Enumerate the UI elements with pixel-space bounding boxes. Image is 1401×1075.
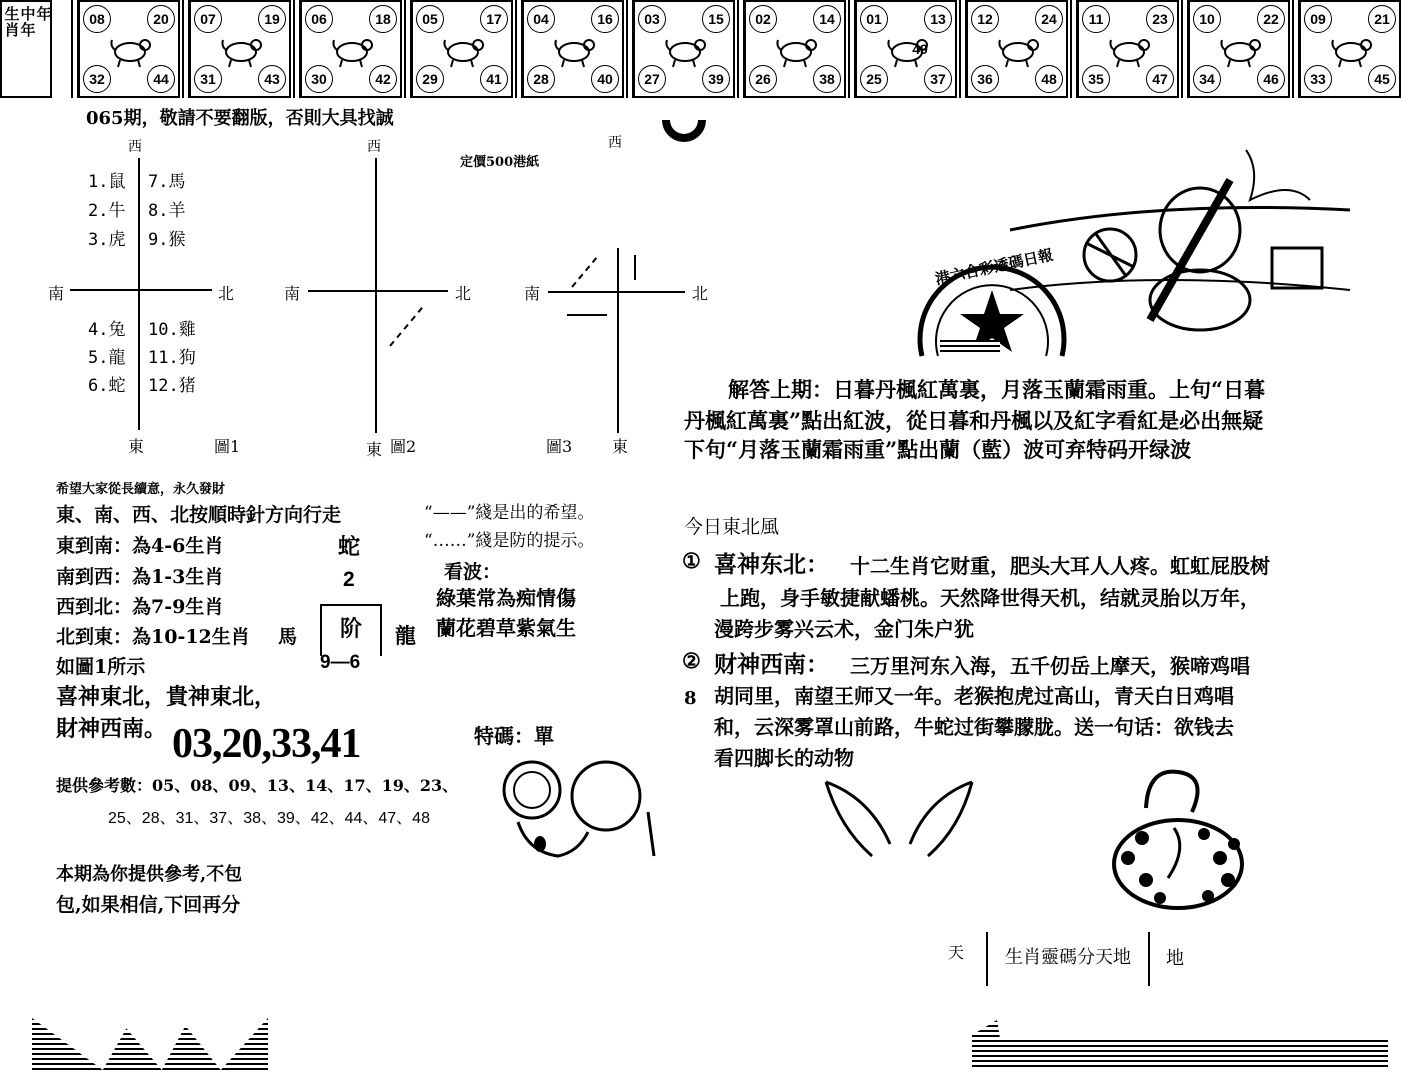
list-item: 9.猴 bbox=[148, 230, 186, 250]
list-item: 11.狗 bbox=[148, 348, 196, 368]
fig1-list-bottom-left bbox=[88, 316, 125, 400]
rooster-icon bbox=[1107, 32, 1153, 68]
fig3-vertical-line bbox=[617, 248, 619, 433]
zodiac-number: 27 bbox=[638, 65, 666, 93]
fig1-vertical-line bbox=[138, 158, 140, 430]
zodiac-number: 13 bbox=[924, 5, 952, 33]
list-item: 1.鼠 bbox=[88, 172, 126, 192]
cartoon-character-icon bbox=[1010, 140, 1370, 340]
zodiac-number: 17 bbox=[480, 5, 508, 33]
answer-line-3: 下句“月落玉蘭霜雨重”點出蘭（藍）波可弃特码开绿波 bbox=[684, 437, 1192, 462]
today-wind: 今日東北風 bbox=[684, 516, 780, 538]
zodiac-cell bbox=[78, 0, 180, 98]
decorative-stripes-right-b bbox=[972, 1040, 1388, 1070]
zodiac-cell bbox=[522, 0, 624, 98]
dragon-text: 龍 bbox=[395, 623, 416, 648]
fig2-west: 西 bbox=[367, 139, 381, 155]
zodiac-number: 37 bbox=[924, 65, 952, 93]
dragon-icon bbox=[552, 32, 598, 68]
header-label-box bbox=[0, 0, 52, 98]
zodiac-number: 47 bbox=[1146, 65, 1174, 93]
monkey-icon bbox=[996, 32, 1042, 68]
answer-line-2: 丹楓紅萬裏”點出紅波，從日暮和丹楓以及紅字看紅是必出無疑 bbox=[684, 408, 1264, 433]
zodiac-number: 02 bbox=[749, 5, 777, 33]
fig2-south: 南 bbox=[284, 284, 301, 303]
zodiac-number: 32 bbox=[83, 65, 111, 93]
item1-line-1: 十二生肖它财重，肥头大耳人人疼。虹虹屁股树 bbox=[850, 554, 1270, 578]
zodiac-number: 05 bbox=[416, 5, 444, 33]
rabbit-icon bbox=[441, 32, 487, 68]
reference-numbers-2: 25、28、31、37、38、39、42、44、47、48 bbox=[108, 810, 430, 827]
list-item: 7.馬 bbox=[148, 172, 186, 192]
zodiac-number: 30 bbox=[305, 65, 333, 93]
fig3-dashed-line bbox=[571, 257, 597, 287]
step-box bbox=[320, 604, 382, 656]
zodiac-number: 21 bbox=[1368, 5, 1396, 33]
solid-line-legend: “——”綫是出的希望。 bbox=[424, 503, 595, 523]
fig1-east: 東 bbox=[128, 437, 145, 456]
list-item: 12.猪 bbox=[148, 376, 196, 396]
zodiac-number: 38 bbox=[813, 65, 841, 93]
zodiac-number: 48 bbox=[1035, 65, 1063, 93]
zodiac-cell bbox=[855, 0, 957, 98]
fig1-west: 西 bbox=[128, 139, 142, 155]
number-two: 2 bbox=[343, 568, 355, 591]
fig3-west: 西 bbox=[608, 135, 622, 151]
item1-line-3: 漫跨步雾兴云术，金门朱户犹 bbox=[714, 617, 974, 641]
pig-icon bbox=[1329, 32, 1375, 68]
item1-line-2: 上跑，身手敏捷献蟠桃。天然降世得天机，结就灵胎以万年， bbox=[720, 586, 1260, 610]
zodiac-cell bbox=[744, 0, 846, 98]
zodiac-number: 45 bbox=[1368, 65, 1396, 93]
zodiac-cell bbox=[966, 0, 1068, 98]
header-label-1: 生肖 bbox=[4, 5, 20, 39]
zodiac-cell bbox=[633, 0, 735, 98]
direction-text: 東、南、西、北按順時針方向行走 bbox=[56, 504, 342, 526]
zodiac-number-extra: 49 bbox=[907, 36, 933, 62]
zodiac-number: 11 bbox=[1082, 5, 1110, 33]
zodiac-number: 23 bbox=[1146, 5, 1174, 33]
wave-line-2: 蘭花碧草紫氣生 bbox=[436, 616, 576, 640]
zodiac-number: 22 bbox=[1257, 5, 1285, 33]
zodiac-cell bbox=[300, 0, 402, 98]
gods-line-2: 財神西南。 bbox=[56, 716, 167, 742]
nine-six-text: 9—6 bbox=[320, 652, 361, 673]
zodiac-number: 44 bbox=[147, 65, 175, 93]
snake-text: 蛇 bbox=[338, 534, 361, 560]
stamp-underline bbox=[940, 340, 1000, 354]
header-label-2: 中年 bbox=[20, 5, 36, 39]
bottom-box-text: 生肖靈碼分天地 bbox=[1005, 947, 1131, 967]
see-fig-text: 如圖1所示 bbox=[56, 656, 146, 678]
dog-icon bbox=[1218, 32, 1264, 68]
dashed-line-legend: “……”綫是防的提示。 bbox=[424, 531, 595, 551]
zodiac-number: 25 bbox=[860, 65, 888, 93]
south-west-text: 南到西：為1-3生肖 bbox=[56, 566, 224, 588]
answer-line-1: 解答上期：日暮丹楓紅萬裏，月落玉蘭霜雨重。上句“日暮 bbox=[728, 377, 1266, 402]
zodiac-number: 46 bbox=[1257, 65, 1285, 93]
zodiac-number: 26 bbox=[749, 65, 777, 93]
step-text: 阶 bbox=[339, 616, 362, 642]
emblem-icon bbox=[660, 118, 710, 158]
bottom-right-char: 地 bbox=[1166, 948, 1184, 969]
zodiac-number: 24 bbox=[1035, 5, 1063, 33]
zodiac-number: 16 bbox=[591, 5, 619, 33]
fig1-south: 南 bbox=[48, 284, 65, 303]
item1-title: 喜神东北： bbox=[714, 551, 829, 578]
zodiac-number: 15 bbox=[702, 5, 730, 33]
fig2-vertical-line bbox=[375, 158, 377, 433]
notice-text: 065期，敬請不要翻版，否則大具找誠 bbox=[86, 108, 394, 129]
fig2-dashed-line bbox=[389, 307, 423, 347]
gods-line-1: 喜神東北，貴神東北， bbox=[56, 684, 277, 710]
fig3-south: 南 bbox=[524, 284, 541, 303]
zodiac-number: 10 bbox=[1193, 5, 1221, 33]
item2-line-2: 胡同里，南望王师又一年。老猴抱虎过高山，青天白日鸡唱 bbox=[714, 684, 1234, 708]
main-numbers: 03,20,33,41 bbox=[172, 721, 361, 767]
list-item: 5.龍 bbox=[88, 348, 126, 368]
stamp-text: 港六合彩透碼日報 bbox=[933, 245, 1055, 289]
list-item: 10.雞 bbox=[148, 320, 196, 340]
wave-line-1: 綠葉常為痴情傷 bbox=[436, 586, 576, 610]
fig1-label: 圖1 bbox=[214, 437, 241, 456]
list-item: 3.虎 bbox=[88, 230, 126, 250]
zodiac-number: 41 bbox=[480, 65, 508, 93]
fig1-horizontal-line bbox=[70, 289, 212, 291]
item2-title: 财神西南： bbox=[714, 651, 829, 678]
zodiac-number: 18 bbox=[369, 5, 397, 33]
zodiac-number: 43 bbox=[258, 65, 286, 93]
east-south-text: 東到南：為4-6生肖 bbox=[56, 535, 224, 557]
fig3-horizontal-line bbox=[548, 291, 685, 293]
fig3-east: 東 bbox=[612, 437, 629, 456]
zodiac-number: 31 bbox=[194, 65, 222, 93]
zodiac-number: 20 bbox=[147, 5, 175, 33]
zodiac-number: 08 bbox=[83, 5, 111, 33]
zodiac-number: 07 bbox=[194, 5, 222, 33]
rabbit-ears-icon bbox=[820, 778, 980, 858]
goat-icon bbox=[885, 32, 931, 68]
zodiac-number: 14 bbox=[813, 5, 841, 33]
item2-marker: ② bbox=[682, 648, 701, 673]
wave-title: 看波： bbox=[444, 561, 502, 583]
side-mark: 8 bbox=[684, 688, 697, 709]
zodiac-number: 40 bbox=[591, 65, 619, 93]
item1-marker: ① bbox=[682, 548, 701, 573]
price-text: 定價500港紙 bbox=[460, 155, 540, 170]
snake-icon bbox=[663, 32, 709, 68]
bottom-box bbox=[986, 932, 1150, 986]
west-north-text: 西到北：為7-9生肖 bbox=[56, 596, 224, 618]
fig2-north: 北 bbox=[455, 284, 472, 303]
list-item: 4.兔 bbox=[88, 320, 126, 340]
zodiac-cell bbox=[1188, 0, 1290, 98]
fig3-north: 北 bbox=[692, 284, 709, 303]
fig1-list-top-right bbox=[148, 168, 185, 255]
zodiac-number: 06 bbox=[305, 5, 333, 33]
zodiac-number: 09 bbox=[1304, 5, 1332, 33]
north-east-text: 北到東：為10-12生肖 bbox=[56, 626, 250, 648]
zodiac-number: 01 bbox=[860, 5, 888, 33]
item2-line-3: 和，云深雾罩山前路，牛蛇过街攀朦胧。送一句话：欲钱去 bbox=[714, 715, 1234, 739]
bottom-left-char: 天 bbox=[948, 943, 965, 962]
list-item: 8.羊 bbox=[148, 201, 186, 221]
ox-icon bbox=[219, 32, 265, 68]
hope-text: 希望大家從長續意，永久發財 bbox=[56, 482, 226, 497]
zodiac-number: 36 bbox=[971, 65, 999, 93]
zodiac-number: 35 bbox=[1082, 65, 1110, 93]
zodiac-number: 33 bbox=[1304, 65, 1332, 93]
zodiac-number: 28 bbox=[527, 65, 555, 93]
fig2-label: 圖2 bbox=[390, 437, 417, 456]
zodiac-cell bbox=[1299, 0, 1401, 98]
rat-icon bbox=[108, 32, 154, 68]
footer-line-2: 包,如果相信,下回再分 bbox=[56, 894, 241, 916]
list-item: 2.牛 bbox=[88, 201, 126, 221]
horse-text: 馬 bbox=[278, 626, 298, 648]
item2-line-4: 看四脚长的动物 bbox=[714, 746, 854, 770]
zodiac-number: 39 bbox=[702, 65, 730, 93]
zodiac-cell bbox=[1077, 0, 1179, 98]
fig2-east: 東 bbox=[366, 440, 383, 459]
zodiac-cell bbox=[189, 0, 291, 98]
fig1-list-bottom-right bbox=[148, 316, 196, 400]
list-item: 6.蛇 bbox=[88, 376, 126, 396]
zodiac-number: 29 bbox=[416, 65, 444, 93]
reference-numbers-1: 提供參考數：05、08、09、13、14、17、19、23、 bbox=[56, 776, 459, 795]
zodiac-number: 42 bbox=[369, 65, 397, 93]
mouse-icon bbox=[498, 752, 658, 858]
tiger-icon bbox=[330, 32, 376, 68]
special-code: 特碼：單 bbox=[474, 724, 554, 748]
zodiac-number: 34 bbox=[1193, 65, 1221, 93]
fig3-mark-line bbox=[634, 255, 636, 280]
header-label-3: 年 bbox=[36, 5, 52, 23]
fig1-north: 北 bbox=[218, 284, 235, 303]
zodiac-number: 04 bbox=[527, 5, 555, 33]
item2-line-1: 三万里河东入海，五千仞岳上摩天，猴啼鸡唱 bbox=[850, 654, 1250, 678]
fig1-list-top-left bbox=[88, 168, 125, 255]
footer-line-1: 本期為你提供參考,不包 bbox=[56, 864, 243, 885]
zodiac-cell bbox=[411, 0, 513, 98]
zodiac-number: 03 bbox=[638, 5, 666, 33]
zodiac-number: 19 bbox=[258, 5, 286, 33]
ladybug-icon bbox=[1108, 768, 1258, 912]
decorative-stripes-left bbox=[32, 1018, 268, 1070]
zodiac-header bbox=[0, 0, 1388, 100]
zodiac-number: 12 bbox=[971, 5, 999, 33]
fig3-short-line bbox=[567, 314, 607, 316]
fig2-horizontal-line bbox=[308, 290, 448, 292]
fig3-label: 圖3 bbox=[546, 437, 573, 456]
horse-icon bbox=[774, 32, 820, 68]
